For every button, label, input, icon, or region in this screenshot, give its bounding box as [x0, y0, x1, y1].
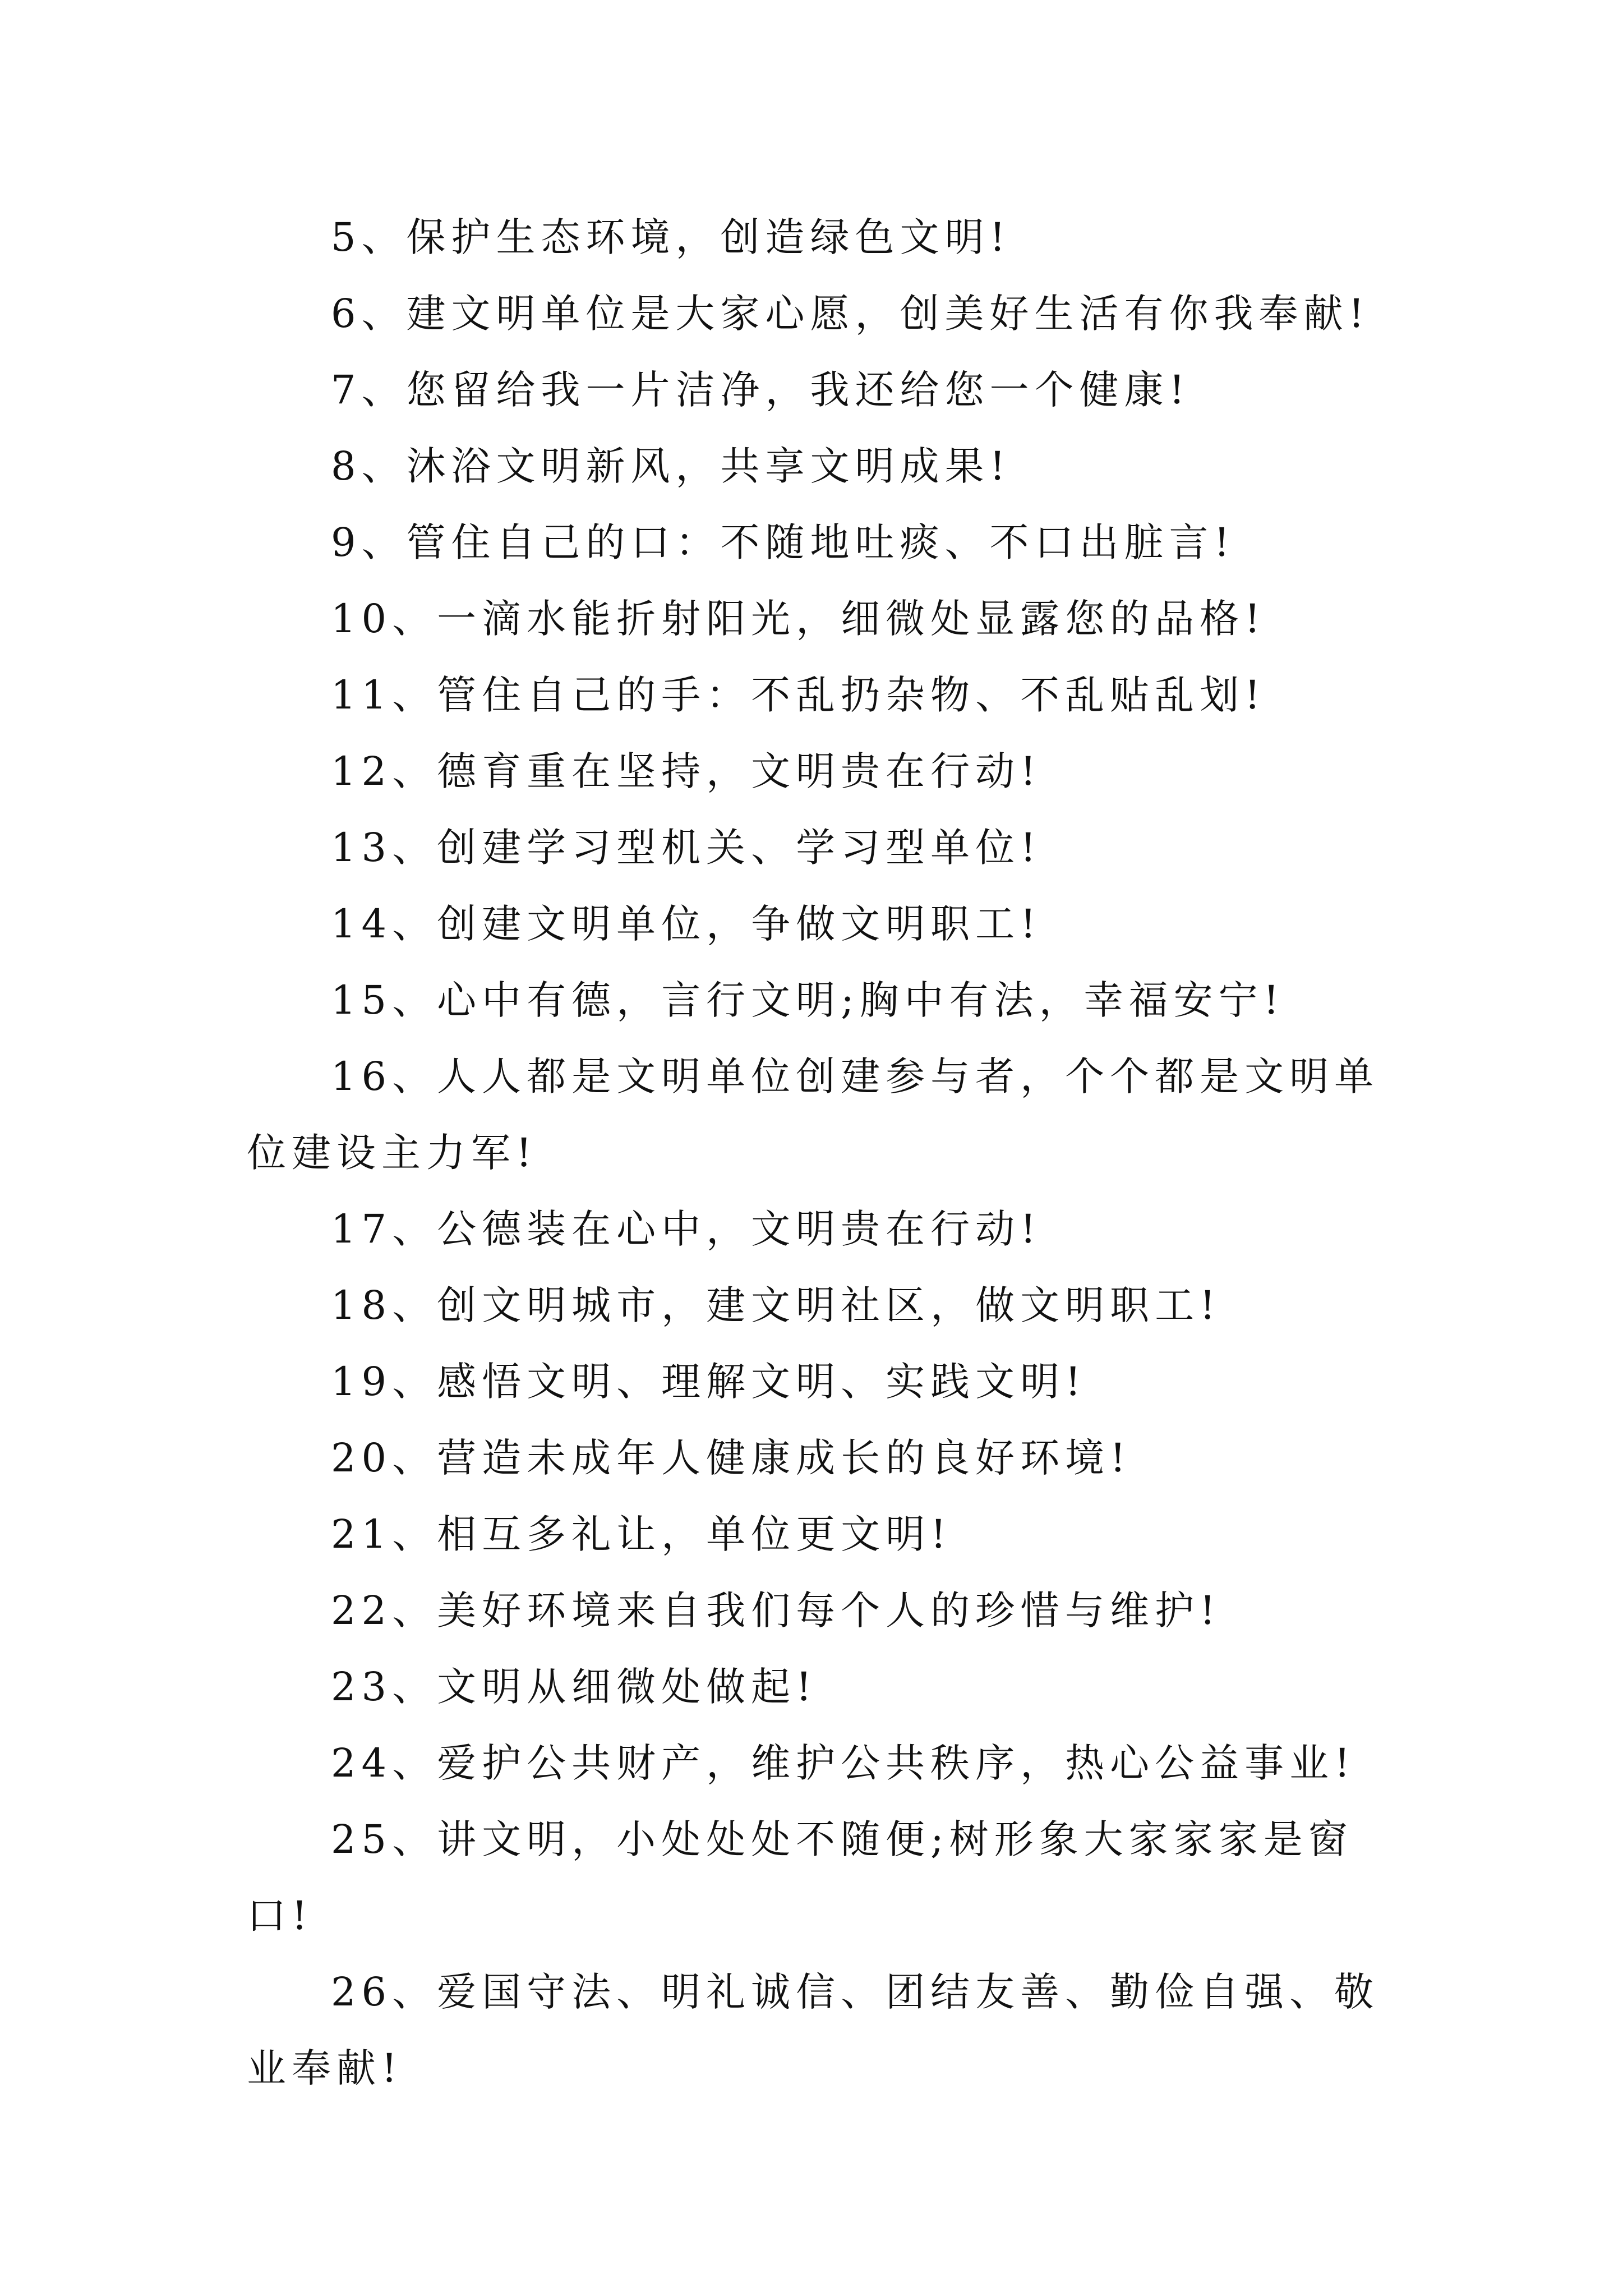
- slogan-paragraph: 26、爱国守法、明礼诚信、团结友善、勤俭自强、敬业奉献!: [247, 1969, 1380, 2091]
- slogan-paragraph: 17、公德装在心中，文明贵在行动!: [331, 1206, 1042, 1252]
- slogan-paragraph: 11、管住自己的手：不乱扔杂物、不乱贴乱划!: [331, 672, 1266, 718]
- slogan-list: [247, 199, 1391, 2106]
- slogan-paragraph: 9、管住自己的口：不随地吐痰、不口出脏言!: [331, 519, 1235, 565]
- slogan-paragraph: 24、爱护公共财产，维护公共秩序，热心公益事业!: [331, 1740, 1356, 1786]
- slogan-paragraph: 8、沐浴文明新风，共享文明成果!: [331, 443, 1011, 489]
- slogan-paragraph: 14、创建文明单位，争做文明职工!: [331, 901, 1042, 947]
- slogan-paragraph: 18、创文明城市，建文明社区，做文明职工!: [331, 1282, 1221, 1328]
- slogan-paragraph: 12、德育重在坚持，文明贵在行动!: [331, 748, 1042, 794]
- slogan-paragraph: 6、建文明单位是大家心愿，创美好生活有你我奉献!: [331, 291, 1370, 337]
- slogan-paragraph: 16、人人都是文明单位创建参与者，个个都是文明单位建设主力军!: [247, 1053, 1380, 1176]
- slogan-paragraph: 25、讲文明，小处处处不随便;树形象大家家家是窗口!: [247, 1816, 1353, 1939]
- slogan-paragraph: 13、创建学习型机关、学习型单位!: [331, 825, 1042, 871]
- slogan-paragraph: 22、美好环境来自我们每个人的珍惜与维护!: [331, 1588, 1221, 1634]
- slogan-paragraph: 21、相互多礼让，单位更文明!: [331, 1511, 952, 1557]
- slogan-paragraph: 15、心中有德，言行文明;胸中有法，幸福安宁!: [331, 977, 1285, 1023]
- slogan-paragraph: 20、营造未成年人健康成长的良好环境!: [331, 1435, 1132, 1481]
- slogan-paragraph: 10、一滴水能折射阳光，细微处显露您的品格!: [331, 596, 1266, 642]
- slogan-paragraph: 7、您留给我一片洁净，我还给您一个健康!: [331, 367, 1191, 413]
- slogan-paragraph: 23、文明从细微处做起!: [331, 1664, 818, 1710]
- slogan-paragraph: 5、保护生态环境，创造绿色文明!: [331, 214, 1011, 260]
- slogan-paragraph: 19、感悟文明、理解文明、实践文明!: [331, 1359, 1087, 1405]
